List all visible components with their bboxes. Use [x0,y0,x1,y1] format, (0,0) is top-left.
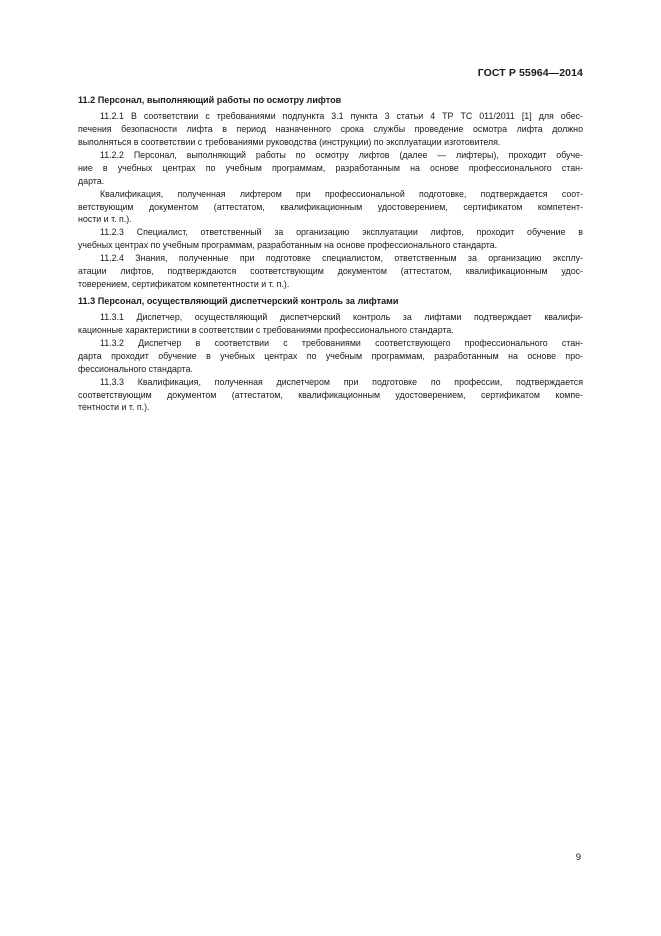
page-number: 9 [575,852,581,863]
text-line: Квалификация, полученная лифтером при профессиональной подготовке, подтверждается соот- [100,188,583,199]
text-line: выполняться в соответствии с требованиями руководства (инструкции) по эксплуатации изготовителя. [78,137,501,148]
text-line: 11.3.1 Диспетчер, осуществляющий диспетчерский контроль за лифтами подтверждает квалифи- [100,312,583,323]
document-code: ГОСТ Р 55964—2014 [477,67,583,79]
text-line: фессионального стандарта. [78,363,193,374]
paragraph-qualification [78,188,583,227]
text-line: атации лифтов, подтверждаются соответствующим документом (аттестатом, квалификационным удос- [78,266,583,277]
section-heading-11-2: 11.2 Персонал, выполняющий работы по осмотру лифтов [78,95,342,105]
text-line: 11.3.2 Диспетчер в соответствии с требованиями соответствующего профессионального стан- [100,337,583,348]
text-line: дарта проходит обучение в учебных центрах по учебным программам, разработанным на основе про- [78,350,583,361]
paragraph-11-3-3 [78,376,583,415]
text-line: ности и т. п.). [78,214,132,225]
text-line: соответствующим документом (аттестатом, квалификационным удостоверением, сертификатом компе- [78,389,583,400]
paragraph-11-2-1 [78,110,583,149]
text-line: дарта. [78,175,105,186]
text-line: кационные характеристики в соответствии с требованиями профессионального стандарта. [78,325,454,335]
document-body [78,94,583,414]
text-line: тентности и т. п.). [78,402,150,413]
paragraph-11-2-4 [78,252,583,291]
paragraph-11-2-2 [78,149,583,188]
section-heading-11-3: 11.3 Персонал, осуществляющий диспетчерский контроль за лифтами [78,295,399,306]
text-line: 11.2.1 В соответствии с требованиями подпункта 3.1 пункта 3 статьи 4 ТР ТС 011/2011 [1] для обес- [100,111,583,122]
text-line: учебных центрах по учебным программам, разработанным на основе профессионального стандарта. [78,240,498,251]
text-line: ветствующим документом (аттестатом, квалификационным удостоверением, сертификатом компетент- [78,201,583,212]
paragraph-11-3-2 [78,337,583,376]
paragraph-11-2-3 [78,226,583,252]
text-line: печения безопасности лифта в период назначенного срока службы проведение осмотра лифта должно [78,124,583,135]
text-line: 11.3.3 Квалификация, полученная диспетчером при подготовке по профессии, подтверждается [100,376,583,387]
text-line: 11.2.3 Специалист, ответственный за организацию эксплуатации лифтов, проходит обучение в [100,227,583,238]
text-line: 11.2.4 Знания, полученные при подготовке специалистом, ответственным за организацию эксплу- [100,253,583,264]
paragraph-11-3-1 [78,311,583,337]
text-line: ние в учебных центрах по учебным программам, разработанным на основе профессионального стан- [78,162,583,173]
text-line: товерением, сертификатом компетентности и т. п.). [78,278,290,289]
text-line: 11.2.2 Персонал, выполняющий работы по осмотру лифтов (далее — лифтеры), проходит обуче- [100,149,583,160]
